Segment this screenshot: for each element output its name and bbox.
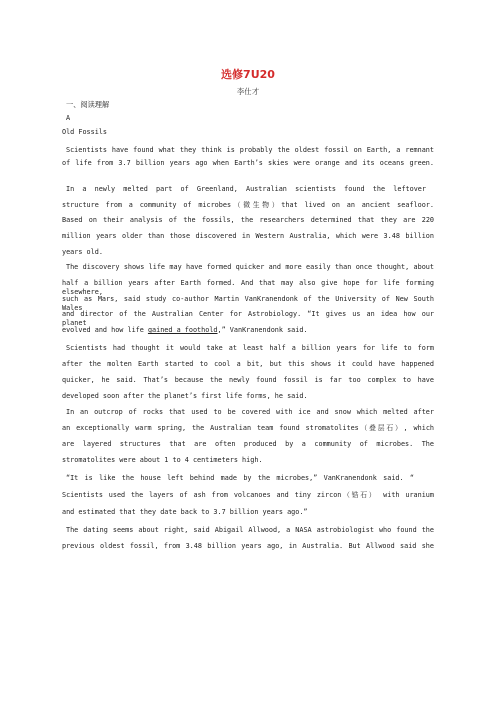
text-line: an exceptionally warm spring, the Australian team found stromatolites（叠层石）, which: [62, 424, 434, 432]
text-line: and director of the Australian Center for Astrobiology. “It gives us an idea how our planet: [62, 310, 434, 327]
text-segment: ,” VanKranendonk said.: [217, 326, 308, 334]
underlined-phrase: gained a foothold: [147, 326, 218, 334]
part-label: A: [66, 114, 71, 122]
text-line: developed soon after the planet’s first life forms, he said.: [62, 392, 308, 400]
text-line: half a billion years after Earth formed. And that may also give hope for life forming elsewhere,: [62, 279, 434, 296]
text-line: Scientists have found what they think is probably the oldest fossil on Earth, a remnant: [66, 146, 434, 154]
passage-title: Old Fossils: [62, 128, 108, 136]
text-line: In an outcrop of rocks that used to be covered with ice and snow which melted after: [66, 408, 434, 416]
text-line: are layered structures that are often produced by a community of microbes. The: [62, 440, 434, 448]
text-line: Based on their analysis of the fossils, the researchers determined that they are 220: [62, 216, 434, 224]
text-line: The dating seems about right, said Abigail Allwood, a NASA astrobiologist who found the: [66, 526, 434, 534]
text-line: “It is like the house left behind made by the microbes,” VanKranendonk said. “: [66, 474, 414, 482]
text-line: quicker, he said. That’s because the newly found fossil is far too complex to have: [62, 376, 434, 384]
text-line: [62, 326, 308, 335]
text-line: In a newly melted part of Greenland, Australian scientists found the leftover: [66, 185, 426, 193]
text-line: of life from 3.7 billion years ago when Earth’s skies were orange and its oceans green.: [62, 159, 434, 167]
text-line: Scientists used the layers of ash from volcanoes and tiny zircon（锆石） with uranium: [62, 491, 434, 499]
text-line: years old.: [62, 248, 103, 256]
text-line: such as Mars, said study co-author Martin VanKranendonk of the University of New South Wales: [62, 295, 434, 312]
text-line: after the molten Earth started to cool a bit, but this shows it could have happened: [62, 360, 434, 368]
document-author: 李仕才: [236, 87, 260, 96]
text-line: structure from a community of microbes（微生物）that lived on an ancient seafloor.: [62, 201, 434, 209]
text-segment: evolved and how life: [62, 326, 144, 334]
text-line: million years older than those discovered in Western Australia, which were 3.48 billion: [62, 232, 434, 240]
text-line: stromatolites were about 1 to 4 centimeters high.: [62, 456, 263, 464]
text-line: The discovery shows life may have formed quicker and more easily than once thought, about: [66, 263, 434, 271]
document-title: 选修7U20: [221, 68, 275, 81]
text-line: previous oldest fossil, from 3.48 billion years ago, in Australia. But Allwood said she: [62, 542, 434, 550]
text-line: Scientists had thought it would take at least half a billion years for life to form: [66, 344, 434, 352]
text-line: and estimated that they date back to 3.7 billion years ago.”: [62, 508, 308, 516]
section-heading: 一、阅读理解: [66, 100, 110, 109]
